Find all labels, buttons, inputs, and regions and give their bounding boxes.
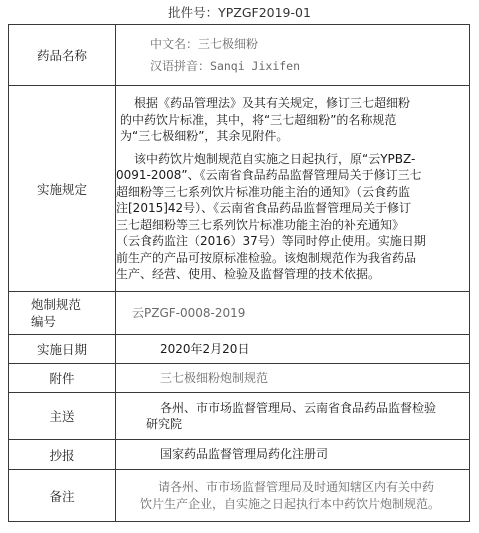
rules-line: 该中药饮片炮制规范自实施之日起执行，原“云YPBZ- bbox=[134, 151, 416, 166]
rules-line: 为“三七极细粉”，其余见附件。 bbox=[120, 129, 289, 144]
approval-number: 批件号：YPZGF2019-01 bbox=[168, 5, 311, 20]
label-recipient: 主送 bbox=[9, 393, 116, 440]
rules-line: 的中药饮片标准，其中，将“三七超细粉”的名称规范 bbox=[120, 112, 397, 127]
label-drug-name: 药品名称 bbox=[9, 25, 116, 86]
rules-line: 注[2015]42号）、《云南省食品药品监督管理局关于修订 bbox=[116, 201, 412, 216]
row-note bbox=[9, 470, 470, 522]
label-rules: 实施规定 bbox=[9, 86, 116, 292]
note-line: 请各州、市市场监督管理局及时通知辖区内有关中药 bbox=[158, 480, 435, 494]
pinyin-label: 汉语拼音： bbox=[150, 59, 211, 73]
rules-line: 根据《药品管理法》及其有关规定，修订三七超细粉 bbox=[134, 96, 411, 111]
label-note: 备注 bbox=[9, 470, 116, 522]
rules-line: 前生产的产品可按原标准检验。该炮制规范作为我省药品 bbox=[116, 250, 417, 265]
label-code-text: 炮制规范编号 bbox=[31, 297, 82, 329]
rules-line: （云食药监注（2016）37号）等同时停止使用。实施日期 bbox=[116, 234, 426, 249]
cn-name-value: 三七极细粉 bbox=[198, 36, 259, 51]
row-recipient bbox=[9, 393, 470, 440]
recipient-line: 各州、市市场监督管理局、云南省食品药品监督检验 bbox=[160, 400, 437, 415]
row-attachment bbox=[9, 364, 470, 393]
value-rules bbox=[116, 86, 470, 292]
recipient-line: 研究院 bbox=[146, 417, 183, 431]
rules-paragraph-1 bbox=[116, 94, 469, 145]
row-code bbox=[9, 292, 470, 335]
pinyin-value: Sanqi Jixifen bbox=[210, 59, 301, 73]
label-code bbox=[9, 292, 116, 335]
label-attachment: 附件 bbox=[9, 364, 116, 393]
rules-line: 超细粉等三七系列饮片标准功能主治的通知》（云食药监 bbox=[116, 184, 411, 199]
value-code: 云PZGF-0008-2019 bbox=[116, 292, 470, 335]
rules-line: 0091-2008”、《云南省食品药品监督管理局关于修订三七 bbox=[116, 168, 422, 183]
row-rules bbox=[9, 86, 470, 292]
rules-paragraph-2 bbox=[116, 145, 469, 283]
rules-line: 三七超细粉等三七系列饮片标准功能主治的补充通知》 bbox=[116, 217, 405, 232]
row-cc bbox=[9, 440, 470, 470]
label-date: 实施日期 bbox=[9, 335, 116, 364]
cn-name-label: 中文名： bbox=[150, 36, 199, 51]
note-line: 饮片生产企业，自实施之日起执行本中药饮片炮制规范。 bbox=[140, 496, 441, 511]
value-recipient bbox=[116, 393, 470, 440]
value-drug-name bbox=[116, 25, 470, 86]
label-cc: 抄报 bbox=[9, 440, 116, 470]
value-cc: 国家药品监督管理局药化注册司 bbox=[116, 440, 470, 470]
value-attachment: 三七极细粉炮制规范 bbox=[116, 364, 470, 393]
approval-form-table bbox=[8, 24, 470, 522]
row-date bbox=[9, 335, 470, 364]
rules-line: 生产、经营、使用、检验及监督管理的技术依据。 bbox=[116, 267, 381, 282]
value-note bbox=[116, 470, 470, 522]
value-date: 2020年2月20日 bbox=[116, 335, 470, 364]
row-drug-name bbox=[9, 25, 470, 86]
